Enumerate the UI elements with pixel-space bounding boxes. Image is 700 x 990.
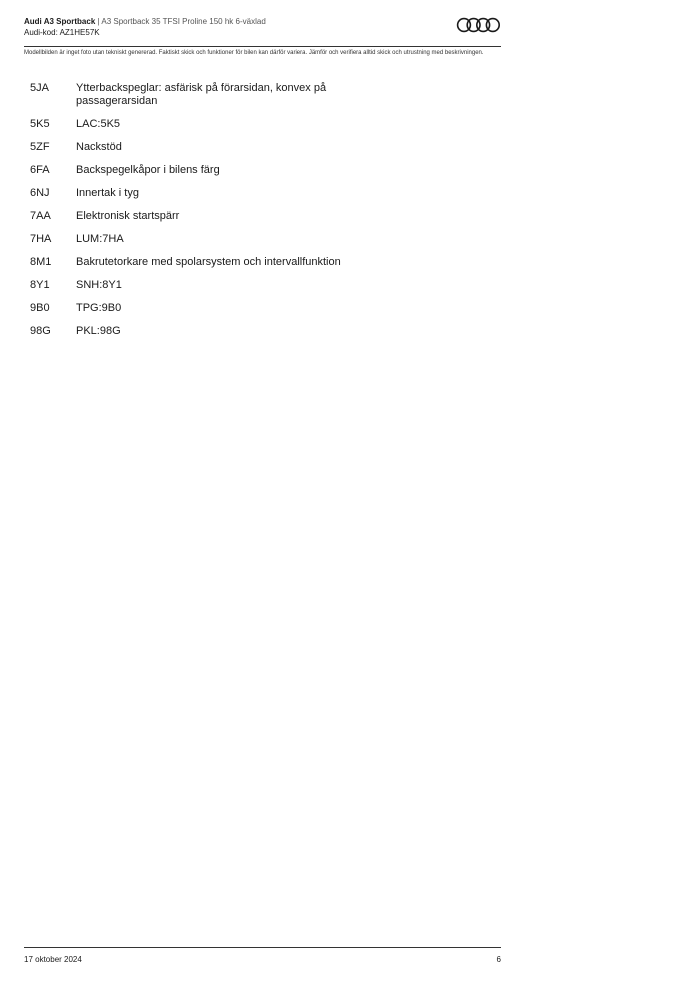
list-item <box>30 256 360 269</box>
header-title-line <box>24 16 501 27</box>
disclaimer-text: Modellbilden är inget foto utan tekniskt genererad. Faktiskt skick och funktioner för bilen kan därför variera. Jämför och verifiera alltid skick och utrustning med beskrivningen. <box>24 50 484 56</box>
equipment-code: 8M1 <box>30 256 52 268</box>
list-item <box>30 187 360 200</box>
equipment-description: Ytterbackspeglar: asfärisk på förarsidan, konvex på passagerarsidan <box>76 82 327 107</box>
equipment-list <box>30 82 360 348</box>
audi-code: Audi-kod: AZ1HE57K <box>24 28 100 37</box>
equipment-description: Bakrutetorkare med spolarsystem och intervallfunktion <box>76 256 341 268</box>
equipment-code: 8Y1 <box>30 279 50 291</box>
equipment-description: TPG:9B0 <box>76 302 122 314</box>
model-name: Audi A3 Sportback <box>24 17 96 26</box>
header-separator: | <box>95 17 102 26</box>
equipment-code: 5K5 <box>30 118 50 130</box>
equipment-description: SNH:8Y1 <box>76 279 122 291</box>
equipment-code: 5JA <box>30 82 49 94</box>
list-item <box>30 279 360 292</box>
page-number: 6 <box>496 955 501 964</box>
equipment-description: LAC:5K5 <box>76 118 121 130</box>
list-item <box>30 141 360 154</box>
footer-date: 17 oktober 2024 <box>24 955 82 964</box>
equipment-code: 5ZF <box>30 141 50 153</box>
equipment-code: 7AA <box>30 210 51 222</box>
equipment-description: Innertak i tyg <box>76 187 139 199</box>
list-item <box>30 82 360 108</box>
model-variant: A3 Sportback 35 TFSI Proline 150 hk 6-växlad <box>101 17 266 26</box>
footer-divider <box>24 947 501 948</box>
equipment-description: Backspegelkåpor i bilens färg <box>76 164 220 176</box>
equipment-code: 6NJ <box>30 187 50 199</box>
header-divider <box>24 46 501 47</box>
list-item <box>30 164 360 177</box>
list-item <box>30 210 360 223</box>
equipment-code: 98G <box>30 325 51 337</box>
list-item <box>30 118 360 131</box>
list-item <box>30 325 360 338</box>
equipment-code: 7HA <box>30 233 52 245</box>
equipment-description: PKL:98G <box>76 325 121 337</box>
equipment-code: 6FA <box>30 164 50 176</box>
equipment-description: LUM:7HA <box>76 233 124 245</box>
equipment-description: Nackstöd <box>76 141 122 153</box>
equipment-code: 9B0 <box>30 302 50 314</box>
audi-rings-icon <box>456 17 501 33</box>
equipment-description: Elektronisk startspärr <box>76 210 180 222</box>
list-item <box>30 302 360 315</box>
list-item <box>30 233 360 246</box>
document-header <box>24 16 501 38</box>
